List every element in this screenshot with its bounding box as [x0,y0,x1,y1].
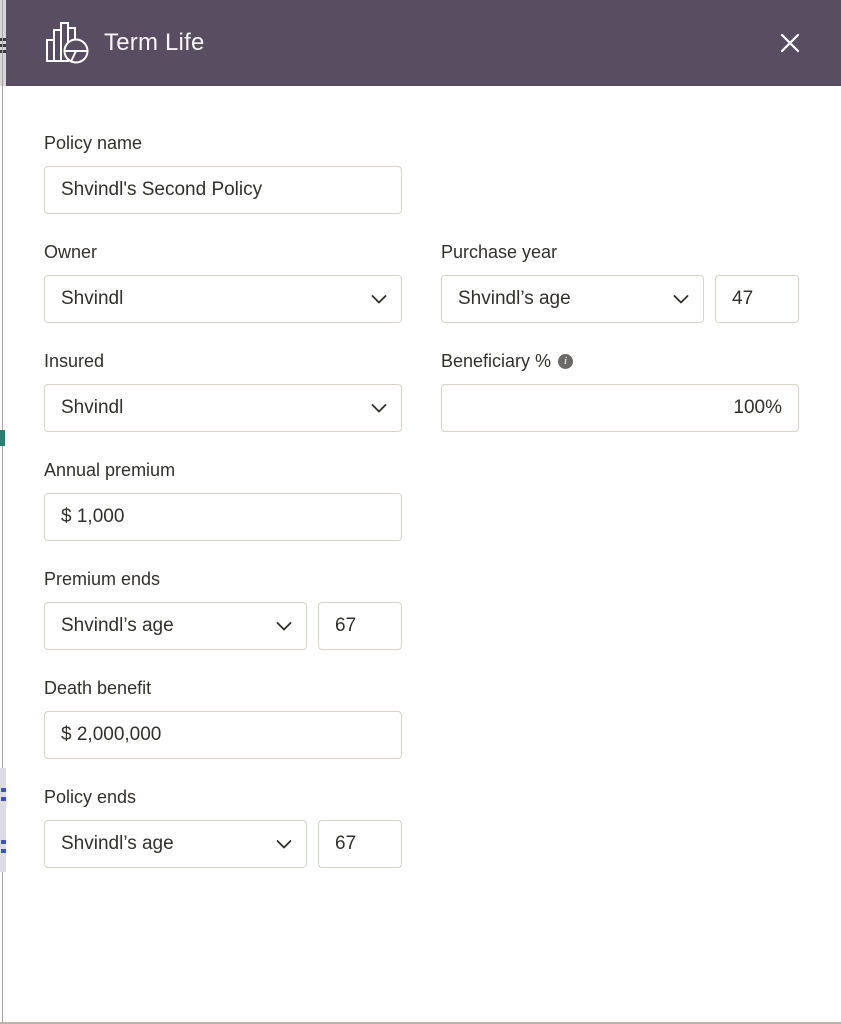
death-benefit-input[interactable] [44,711,402,759]
close-icon [779,32,801,54]
owner-select[interactable] [44,275,402,323]
chevron-down-icon [276,840,292,849]
policy-form [6,86,841,894]
insured-label: Insured [44,351,105,371]
term-life-modal [6,0,841,1022]
chevron-down-icon [673,295,689,304]
chevron-down-icon [371,295,387,304]
policy-ends-mode-select[interactable] [44,820,307,868]
insured-select[interactable] [44,384,402,432]
purchase-year-field [441,240,799,323]
owner-field [44,240,402,323]
premium-ends-mode-value: Shvindl’s age [61,615,174,636]
chevron-down-icon [276,622,292,631]
policy-name-field [44,131,402,214]
owner-label: Owner [44,242,98,262]
policy-ends-field [44,785,402,868]
policy-ends-age-input[interactable] [318,820,402,868]
purchase-year-mode-value: Shvindl’s age [458,288,571,309]
owner-select-value: Shvindl [61,288,124,309]
policy-ends-mode-value: Shvindl’s age [61,833,174,854]
premium-ends-field [44,567,402,650]
annual-premium-input[interactable] [44,493,402,541]
premium-ends-label: Premium ends [44,569,161,589]
close-button[interactable] [776,29,804,57]
insured-field [44,349,402,432]
annual-premium-label: Annual premium [44,460,176,480]
policy-ends-label: Policy ends [44,787,137,807]
annual-premium-field [44,458,402,541]
policy-chart-icon [44,21,90,65]
beneficiary-percent-input[interactable] [441,384,799,432]
premium-ends-mode-select[interactable] [44,602,307,650]
purchase-year-label: Purchase year [441,242,558,262]
premium-ends-age-input[interactable] [318,602,402,650]
background-teal-fragment [0,430,5,446]
death-benefit-field [44,676,402,759]
purchase-year-mode-select[interactable] [441,275,704,323]
policy-name-input[interactable] [44,166,402,214]
modal-header [6,0,841,86]
death-benefit-label: Death benefit [44,678,152,698]
purchase-year-input[interactable] [715,275,799,323]
chevron-down-icon [371,404,387,413]
insured-select-value: Shvindl [61,397,124,418]
info-icon[interactable]: i [558,354,573,369]
policy-name-label: Policy name [44,133,143,153]
beneficiary-label: Beneficiary % [441,351,552,371]
modal-title: Term Life [104,29,205,56]
beneficiary-field [441,349,799,432]
